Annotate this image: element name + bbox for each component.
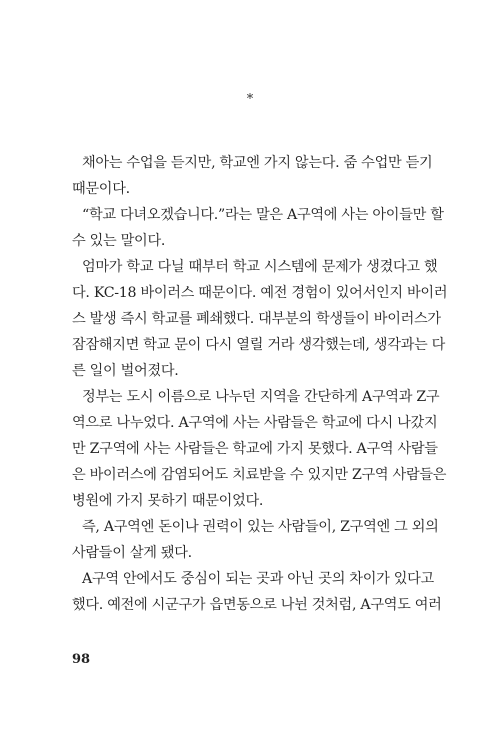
text-line: 했다. 예전에 시군구가 읍면동으로 나뉜 것처럼, A구역도 여러 [72, 597, 442, 613]
text-line: 다. KC-18 바이러스 때문이다. 예전 경험이 있어서인지 바이러 [72, 285, 448, 301]
text-line: 채아는 수업을 듣지만, 학교엔 가지 않는다. 줌 수업만 듣기 [82, 155, 433, 171]
text-line: 은 바이러스에 감염되어도 치료받을 수 있지만 Z구역 사람들은 [72, 467, 447, 483]
body-text [72, 150, 448, 618]
text-line: A구역 안에서도 중심이 되는 곳과 아닌 곳의 차이가 있다고 [82, 571, 434, 587]
text-line: 사람들이 살게 됐다. [72, 545, 192, 561]
text-line: 정부는 도시 이름으로 나누던 지역을 간단하게 A구역과 Z구 [82, 389, 440, 405]
text-line: “학교 다녀오겠습니다.”라는 말은 A구역에 사는 아이들만 할 [82, 207, 444, 223]
text-line: 역으로 나누었다. A구역에 사는 사람들은 학교에 다시 나갔지 [72, 415, 438, 431]
text-line: 잠잠해지면 학교 문이 다시 열릴 거라 생각했는데, 생각과는 다 [72, 337, 446, 353]
text-line: 때문이다. [72, 181, 130, 197]
text-line: 즉, A구역엔 돈이나 권력이 있는 사람들이, Z구역엔 그 외의 [82, 519, 439, 535]
text-line: 병원에 가지 못하기 때문이었다. [72, 493, 264, 509]
text-line: 수 있는 말이다. [72, 233, 166, 249]
text-line: 엄마가 학교 다닐 때부터 학교 시스템에 문제가 생겼다고 했 [82, 259, 438, 275]
section-break-mark: * [246, 92, 254, 107]
page-number: 98 [72, 652, 91, 667]
text-line: 른 일이 벌어졌다. [72, 363, 179, 379]
text-line: 스 발생 즉시 학교를 폐쇄했다. 대부분의 학생들이 바이러스가 [72, 311, 441, 327]
text-line: 만 Z구역에 사는 사람들은 학교에 가지 못했다. A구역 사람들 [72, 441, 438, 457]
